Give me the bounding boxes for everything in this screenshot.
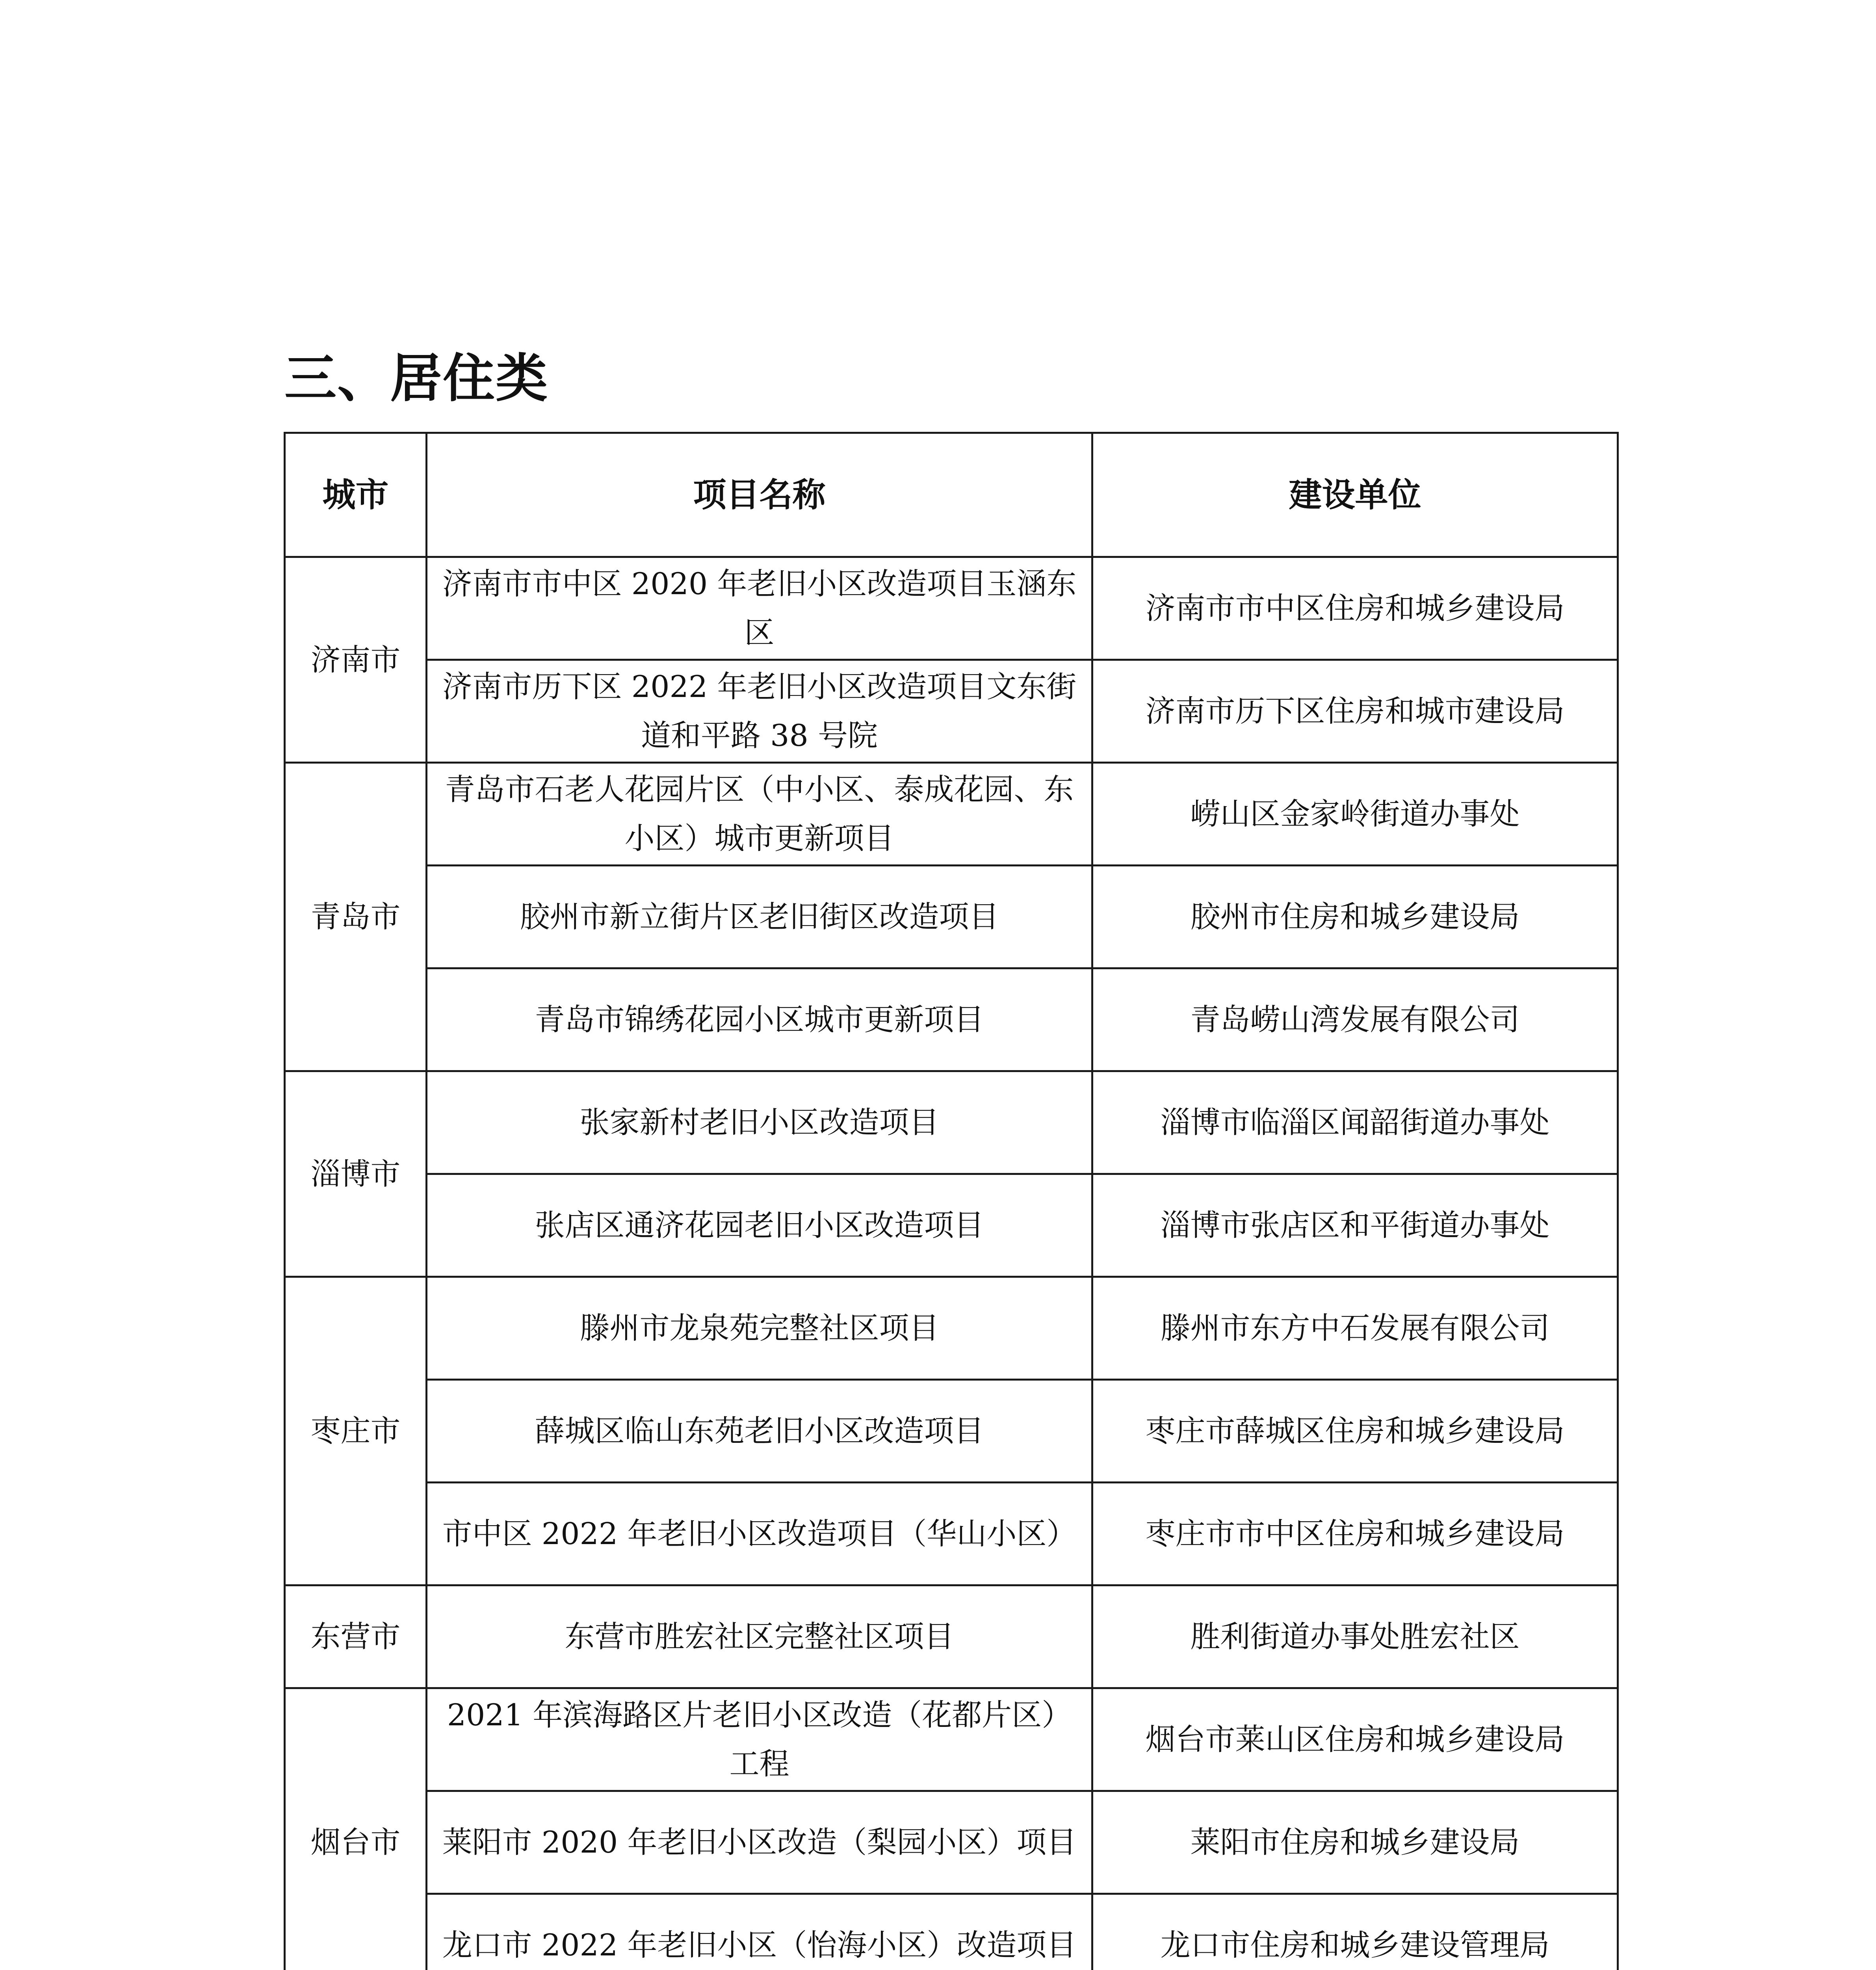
builder-cell: 胜利街道办事处胜宏社区 [1092, 1585, 1618, 1688]
builder-cell: 淄博市临淄区闻韶街道办事处 [1092, 1071, 1618, 1174]
project-name-cell: 市中区 2022 年老旧小区改造项目（华山小区） [427, 1483, 1092, 1585]
table-row [285, 557, 1618, 660]
table-body [285, 557, 1618, 1970]
project-name-cell: 滕州市龙泉苑完整社区项目 [427, 1277, 1092, 1380]
project-name-cell: 张家新村老旧小区改造项目 [427, 1071, 1092, 1174]
table-row [285, 968, 1618, 1071]
table-row [285, 1277, 1618, 1380]
project-name-cell: 济南市历下区 2022 年老旧小区改造项目文东街道和平路 38 号院 [427, 660, 1092, 763]
project-name-cell: 龙口市 2022 年老旧小区（怡海小区）改造项目 [427, 1894, 1092, 1970]
builder-cell: 淄博市张店区和平街道办事处 [1092, 1174, 1618, 1277]
builder-cell: 枣庄市薛城区住房和城乡建设局 [1092, 1380, 1618, 1483]
builder-cell: 莱阳市住房和城乡建设局 [1092, 1791, 1618, 1894]
project-name-cell: 莱阳市 2020 年老旧小区改造（梨园小区）项目 [427, 1791, 1092, 1894]
project-name-cell: 东营市胜宏社区完整社区项目 [427, 1585, 1092, 1688]
table-row [285, 1174, 1618, 1277]
table-row [285, 1585, 1618, 1688]
section-title: 三、居住类 [284, 348, 548, 409]
project-name-cell: 张店区通济花园老旧小区改造项目 [427, 1174, 1092, 1277]
table-row [285, 660, 1618, 763]
table-row [285, 763, 1618, 866]
table-row [285, 1380, 1618, 1483]
table-row [285, 1894, 1618, 1970]
project-name-cell: 胶州市新立街片区老旧街区改造项目 [427, 866, 1092, 968]
city-cell: 烟台市 [285, 1688, 427, 1970]
table-row [285, 1688, 1618, 1791]
builder-cell: 济南市市中区住房和城乡建设局 [1092, 557, 1618, 660]
city-cell: 东营市 [285, 1585, 427, 1688]
city-cell: 济南市 [285, 557, 427, 763]
project-name-cell: 青岛市石老人花园片区（中小区、泰成花园、东小区）城市更新项目 [427, 763, 1092, 866]
builder-cell: 崂山区金家岭街道办事处 [1092, 763, 1618, 866]
table-row [285, 1071, 1618, 1174]
builder-cell: 胶州市住房和城乡建设局 [1092, 866, 1618, 968]
table-row [285, 866, 1618, 968]
project-name-cell: 薛城区临山东苑老旧小区改造项目 [427, 1380, 1092, 1483]
projects-table [284, 432, 1619, 1970]
header-project-name: 项目名称 [427, 433, 1092, 557]
table-row [285, 1791, 1618, 1894]
city-cell: 枣庄市 [285, 1277, 427, 1585]
project-name-cell: 济南市市中区 2020 年老旧小区改造项目玉涵东区 [427, 557, 1092, 660]
builder-cell: 龙口市住房和城乡建设管理局 [1092, 1894, 1618, 1970]
builder-cell: 烟台市莱山区住房和城乡建设局 [1092, 1688, 1618, 1791]
builder-cell: 滕州市东方中石发展有限公司 [1092, 1277, 1618, 1380]
table-header-row [285, 433, 1618, 557]
city-cell: 青岛市 [285, 763, 427, 1071]
builder-cell: 济南市历下区住房和城市建设局 [1092, 660, 1618, 763]
project-name-cell: 2021 年滨海路区片老旧小区改造（花都片区）工程 [427, 1688, 1092, 1791]
builder-cell: 枣庄市市中区住房和城乡建设局 [1092, 1483, 1618, 1585]
header-city: 城市 [285, 433, 427, 557]
table-row [285, 1483, 1618, 1585]
header-builder: 建设单位 [1092, 433, 1618, 557]
city-cell: 淄博市 [285, 1071, 427, 1277]
project-name-cell: 青岛市锦绣花园小区城市更新项目 [427, 968, 1092, 1071]
builder-cell: 青岛崂山湾发展有限公司 [1092, 968, 1618, 1071]
